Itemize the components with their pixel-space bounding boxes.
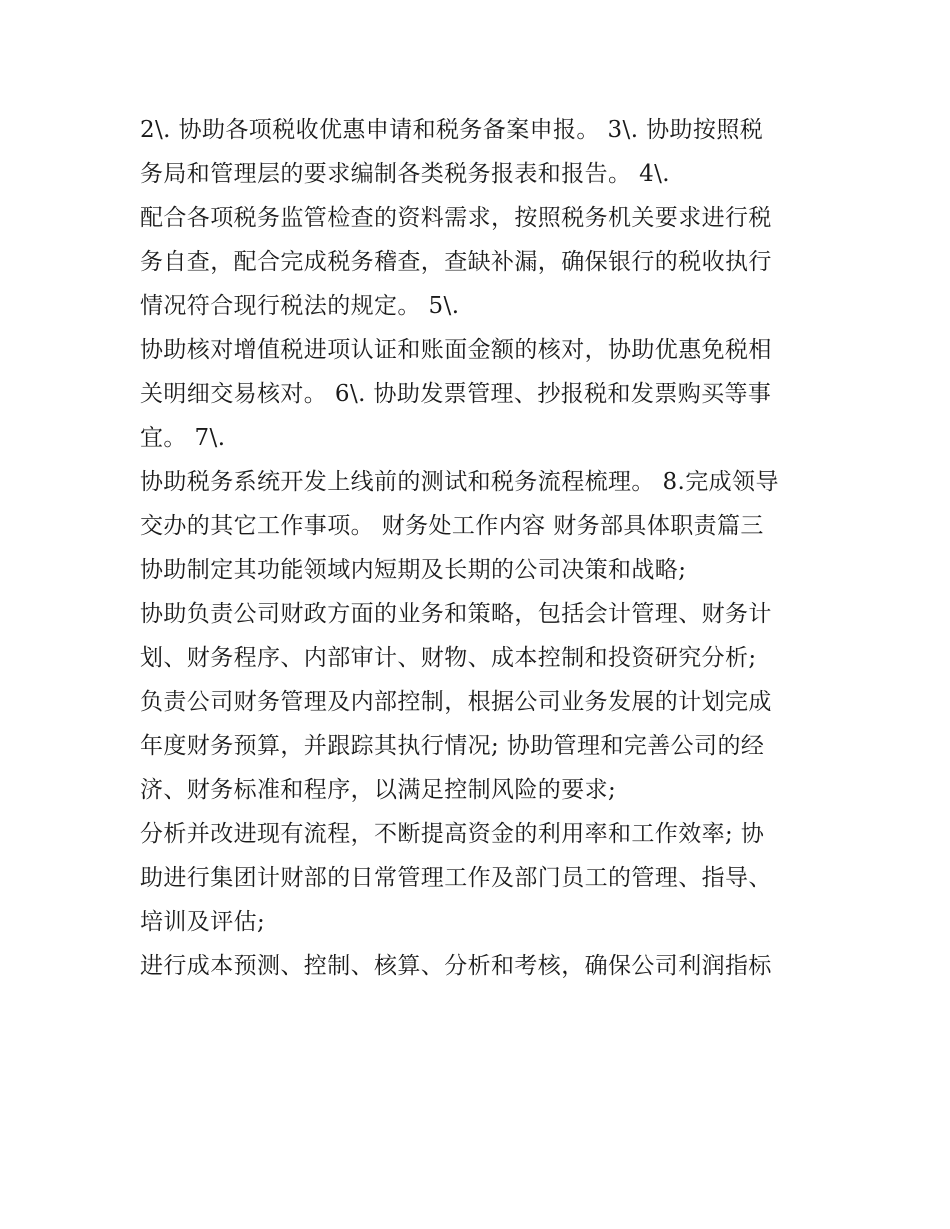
text-line: 协助负责公司财政方面的业务和策略，包括会计管理、财务计	[140, 601, 772, 627]
text-line: 关明细交易核对。 6\. 协助发票管理、抄报税和发票购买等事	[140, 381, 772, 407]
text-line: 进行成本预测、控制、核算、分析和考核，确保公司利润指标	[140, 953, 772, 979]
text-line: 助进行集团计财部的日常管理工作及部门员工的管理、指导、	[140, 865, 772, 891]
body-text	[140, 108, 820, 988]
text-line: 划、财务程序、内部审计、财物、成本控制和投资研究分析;	[140, 645, 757, 671]
text-line: 协助制定其功能领域内短期及长期的公司决策和战略;	[140, 557, 687, 583]
text-line: 分析并改进现有流程，不断提高资金的利用率和工作效率; 协	[140, 821, 765, 847]
text-line: 年度财务预算，并跟踪其执行情况; 协助管理和完善公司的经	[140, 733, 765, 759]
text-line: 2\. 协助各项税收优惠申请和税务备案申报。 3\. 协助按照税	[140, 117, 764, 143]
text-line: 济、财务标准和程序，以满足控制风险的要求;	[140, 777, 617, 803]
text-line: 协助核对增值税进项认证和账面金额的核对，协助优惠免税相	[140, 337, 772, 363]
text-line: 务局和管理层的要求编制各类税务报表和报告。 4\.	[140, 161, 671, 187]
text-line: 宜。 7\.	[140, 425, 226, 451]
text-line: 培训及评估;	[140, 909, 266, 935]
text-line: 情况符合现行税法的规定。 5\.	[140, 293, 460, 319]
text-line: 协助税务系统开发上线前的测试和税务流程梳理。 8.完成领导	[140, 469, 779, 495]
text-line: 交办的其它工作事项。 财务处工作内容 财务部具体职责篇三	[140, 513, 764, 539]
text-line: 务自查，配合完成税务稽查，查缺补漏，确保银行的税收执行	[140, 249, 772, 275]
text-line: 配合各项税务监管检查的资料需求，按照税务机关要求进行税	[140, 205, 772, 231]
text-line: 负责公司财务管理及内部控制，根据公司业务发展的计划完成	[140, 689, 772, 715]
